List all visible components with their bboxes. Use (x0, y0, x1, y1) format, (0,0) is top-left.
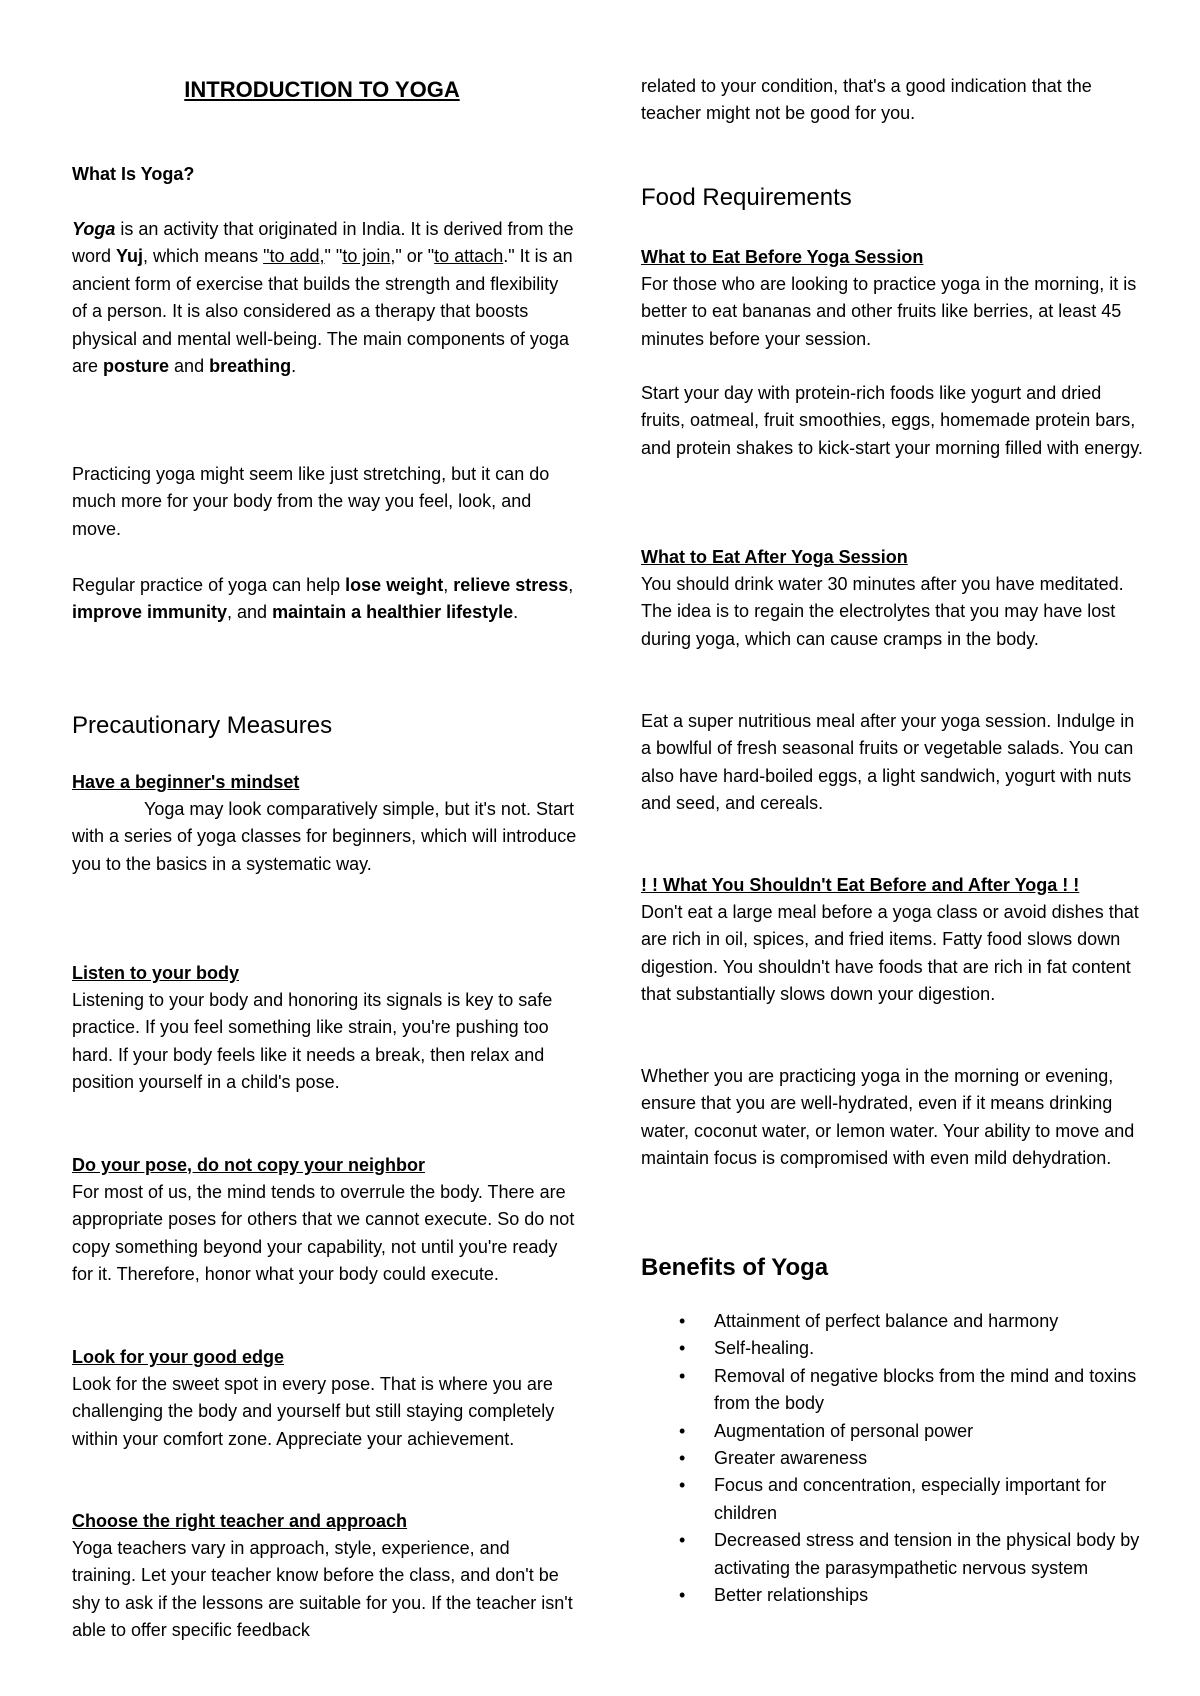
healthier-lifestyle-term: maintain a healthier lifestyle (272, 602, 514, 623)
list-item (641, 1445, 1141, 1472)
to-join-term: to join (342, 246, 391, 267)
list-item (641, 1472, 1141, 1527)
eat-before-text-1: For those who are looking to practice yoga in the morning, it is better to eat bananas and other fruits like berries, at least 45 minutes before your session. (641, 274, 1137, 349)
eat-before-text-2: Start your day with protein-rich foods like yogurt and dried fruits, oatmeal, fruit smoothies, eggs, homemade protein bars, and protein shakes to kick-start your morning filled with energy. (641, 383, 1143, 458)
benefits-summary-paragraph (72, 572, 577, 627)
benefit-text: Greater awareness (714, 1448, 868, 1469)
food-requirements-title: Food Requirements (641, 184, 852, 211)
bullet-icon: • (679, 1365, 686, 1386)
copy-neighbor-text: For most of us, the mind tends to overrule the body. There are appropriate poses for others that we cannot execute. So do not copy something beyond your capability, not until you're ready for it. Therefore, honor what your body could execute. (72, 1182, 575, 1285)
eat-before-heading: What to Eat Before Yoga Session (641, 247, 924, 267)
benefit-text: Attainment of perfect balance and harmony (714, 1311, 1059, 1331)
benefit-text: Decreased stress and tension in the physical body by activating the parasympathetic nervous system (714, 1530, 1140, 1578)
listen-body-heading: Listen to your body (72, 963, 240, 983)
eat-after-heading: What to Eat After Yoga Session (641, 547, 908, 567)
benefits-list (641, 1308, 1141, 1609)
right-teacher-text: Yoga teachers vary in approach, style, experience, and training. Let your teacher know before the class, and don't be shy to ask if the lessons are suitable for you. If the teacher isn't able to offer specific feedback (72, 1538, 573, 1641)
to-add-term: "to add, (263, 246, 325, 267)
shouldnt-eat-text-2: Whether you are practicing yoga in the morning or evening, ensure that you are well-hydrated, even if it means drinking water, coconut water, or lemon water. Your ability to move and maintain focus is compromised with even mild dehydration. (641, 1066, 1135, 1169)
beginner-mindset-heading: Have a beginner's mindset (72, 772, 300, 792)
summary-text-3: , (568, 575, 574, 595)
summary-text-5: . (513, 602, 519, 623)
right-teacher-heading: Choose the right teacher and approach (72, 1511, 408, 1531)
benefit-text: Augmentation of personal power (714, 1420, 974, 1441)
good-edge-heading: Look for your good edge (72, 1347, 284, 1367)
intro-quote-2: ," or " (390, 246, 435, 267)
posture-term: posture (103, 356, 170, 377)
stretching-paragraph: Practicing yoga might seem like just stretching, but it can do much more for your body from the way you feel, look, and move. (72, 464, 550, 539)
what-is-yoga-heading: What Is Yoga? (72, 164, 195, 184)
shouldnt-eat-text-1: Don't eat a large meal before a yoga class or avoid dishes that are rich in oil, spices, and fried items. Fatty food slows down digestion. You shouldn't have foods that are rich in fat content that substantially slows down your digestion. (641, 902, 1139, 1005)
copy-neighbor-heading: Do your pose, do not copy your neighbor (72, 1155, 426, 1175)
intro-paragraph (72, 216, 577, 380)
benefit-text: Self-healing. (714, 1338, 815, 1359)
beginner-mindset-text (72, 796, 577, 878)
eat-after-text-1: You should drink water 30 minutes after you have meditated. The idea is to regain the electrolytes that you may have lost during yoga, which can cause cramps in the body. (641, 574, 1124, 649)
intro-text-3: ." It is an ancient form of exercise that builds the strength and flexibility of a person. It is also considered as a therapy that boosts physical and mental well-being. The main components of yoga are (72, 246, 573, 377)
bullet-icon: • (679, 1475, 686, 1496)
bullet-icon: • (679, 1530, 686, 1551)
bullet-icon: • (679, 1311, 686, 1331)
good-edge-text: Look for the sweet spot in every pose. That is where you are challenging the body and yourself but still staying completely within your comfort zone. Appreciate your achievement. (72, 1374, 555, 1449)
intro-text-1: is an activity that originated in India. It is derived from the word (72, 219, 574, 267)
shouldnt-eat-heading: ! ! What You Shouldn't Eat Before and After Yoga ! ! (641, 875, 1080, 895)
improve-immunity-term: improve immunity (72, 602, 228, 623)
beginner-mindset-body: Yoga may look comparatively simple, but it's not. Start with a series of yoga classes for beginners, which will introduce you to the basics in a systematic way. (72, 799, 577, 874)
intro-text-2: , which means (143, 246, 264, 267)
relieve-stress-term: relieve stress (453, 575, 569, 595)
to-attach-term: to attach (434, 246, 504, 267)
intro-quote-1: " " (324, 246, 343, 267)
listen-body-text: Listening to your body and honoring its signals is key to safe practice. If you feel something like strain, you're pushing too hard. If your body feels like it needs a break, then relax and position yourself in a child's pose. (72, 990, 553, 1093)
benefit-text: Focus and concentration, especially important for children (714, 1475, 1107, 1523)
list-item (641, 1527, 1141, 1582)
list-item (641, 1335, 1141, 1362)
page-title: INTRODUCTION TO YOGA (184, 77, 460, 102)
bullet-icon: • (679, 1448, 686, 1469)
lose-weight-term: lose weight (345, 575, 444, 595)
breathing-term: breathing (209, 356, 292, 377)
benefit-text: Removal of negative blocks from the mind and toxins from the body (714, 1365, 1137, 1414)
bullet-icon: • (679, 1420, 686, 1441)
bullet-icon: • (679, 1338, 686, 1359)
benefits-of-yoga-title: Benefits of Yoga (641, 1254, 829, 1281)
summary-text-4: , and (227, 602, 273, 623)
intro-text-5: . (291, 356, 297, 377)
list-item (641, 1363, 1141, 1418)
benefit-text: Better relationships (714, 1585, 869, 1606)
bullet-icon: • (679, 1585, 686, 1606)
summary-text-1: Regular practice of yoga can help (72, 575, 346, 595)
list-item (641, 1582, 1141, 1609)
yuj-term: Yuj (116, 246, 144, 267)
precautionary-measures-title: Precautionary Measures (72, 712, 333, 739)
yoga-term: Yoga (72, 219, 116, 239)
intro-text-4: and (169, 356, 210, 377)
teacher-continued-text: related to your condition, that's a good indication that the teacher might not be good for you. (641, 76, 1092, 124)
list-item (641, 1308, 1141, 1335)
summary-text-2: , (443, 575, 454, 595)
list-item (641, 1418, 1141, 1445)
eat-after-text-2: Eat a super nutritious meal after your yoga session. Indulge in a bowlful of fresh seasonal fruits or vegetable salads. You can also have hard-boiled eggs, a light sandwich, yogurt with nuts and seed, and cereals. (641, 711, 1135, 814)
